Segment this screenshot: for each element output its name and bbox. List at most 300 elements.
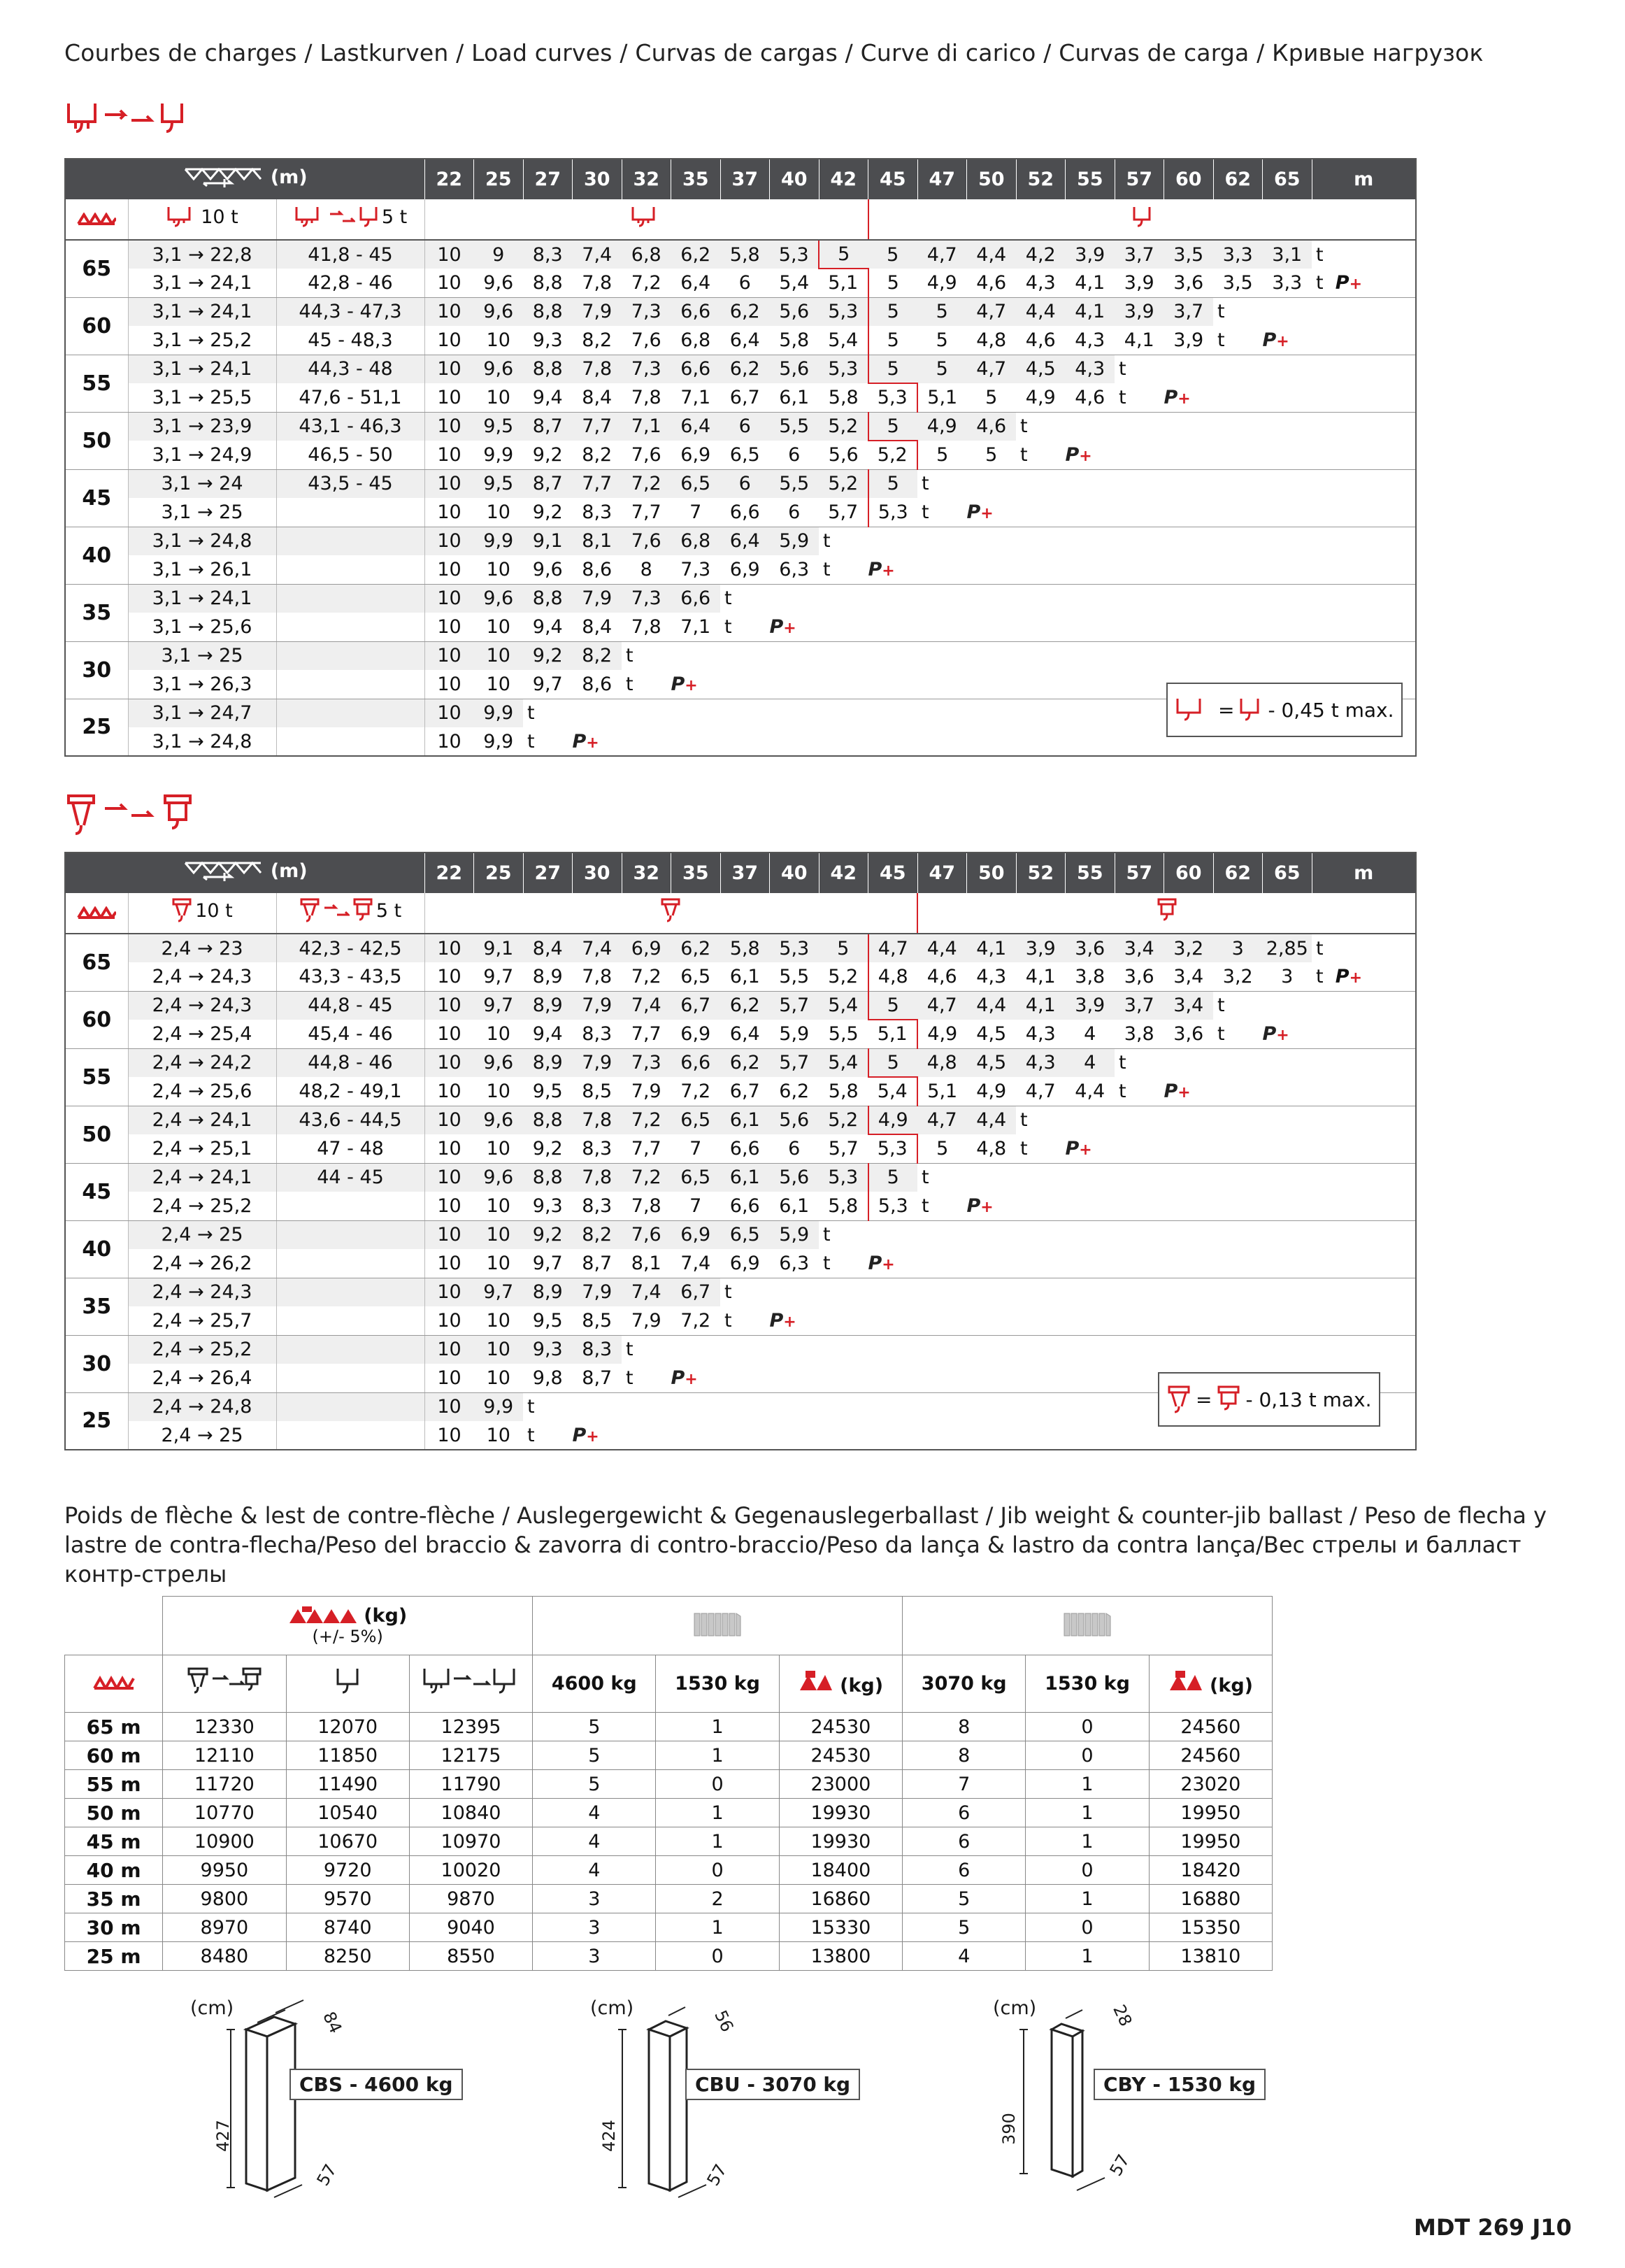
weight-value: 7	[903, 1770, 1026, 1799]
load-value: 7,8	[573, 1163, 622, 1192]
unit-t: t	[523, 727, 573, 756]
weight-row	[65, 1713, 1273, 1741]
load-value: 4,3	[1016, 1020, 1066, 1048]
load-value: 5,5	[770, 469, 819, 498]
load-value: 4,8	[917, 1048, 967, 1077]
load-value: 5	[868, 326, 918, 355]
weight-value: 13800	[779, 1942, 902, 1971]
unit-t: t	[720, 1306, 770, 1335]
radius-range: 3,1 → 24	[128, 469, 276, 498]
load-value: 7,9	[573, 584, 622, 613]
load-value: 4,9	[868, 1106, 918, 1134]
load-row	[65, 1192, 1416, 1220]
load-value: 3,9	[1115, 297, 1164, 326]
load-value: 9,2	[523, 641, 573, 670]
load-value: 4,4	[967, 991, 1017, 1020]
jib-length: 50	[65, 1106, 128, 1163]
unit-t: t	[724, 587, 732, 610]
page-title: Courbes de charges / Lastkurven / Load curves / Curvas de cargas / Curve di carico / Curvas de carga / Кривые нагрузок	[64, 39, 1484, 66]
load-row	[65, 613, 1416, 641]
load-value: 5	[868, 469, 918, 498]
weight-value: 0	[656, 1770, 779, 1799]
load-value: 8,7	[523, 469, 573, 498]
unit-t: t	[1316, 271, 1324, 294]
weight-value: 10840	[409, 1799, 532, 1827]
p-plus-label: P	[671, 673, 685, 695]
load-value: 5	[917, 297, 967, 326]
load-value: 3,9	[1016, 934, 1066, 962]
load-value: 10	[424, 641, 474, 670]
load-value: 6,4	[720, 1020, 770, 1048]
trolley-single-icon	[1157, 897, 1177, 924]
load-value: 7,3	[622, 355, 671, 383]
radius-range-5t	[276, 527, 424, 555]
radius-col-32: 32	[622, 853, 671, 893]
p-plus-mark: P+	[1164, 383, 1214, 412]
load-value: 7,7	[622, 498, 671, 527]
jib-icon	[77, 213, 116, 225]
load-value: 3,2	[1213, 962, 1263, 991]
load-value: 6,5	[720, 1220, 770, 1249]
load-value: 10	[474, 641, 524, 670]
jib-weight-unit: (kg)	[364, 1605, 408, 1627]
load-value: 6,5	[720, 441, 770, 469]
load-value: 4,3	[1066, 326, 1115, 355]
single-hook-header	[286, 1655, 409, 1713]
load-value: 7,2	[671, 1306, 721, 1335]
weight-value: 5	[533, 1713, 656, 1741]
load-value: 3,3	[1213, 240, 1263, 269]
load-value: 8,4	[573, 613, 622, 641]
p-plus-mark: P+	[1263, 1020, 1312, 1048]
unit-col: m	[1312, 159, 1416, 199]
weight-value: 8250	[286, 1942, 409, 1971]
load-value: 5,7	[770, 1048, 819, 1077]
load-value: 8,3	[523, 240, 573, 269]
load-row	[65, 1077, 1416, 1106]
double-hook-reeving-header	[409, 1655, 532, 1713]
load-value: 8,2	[573, 441, 622, 469]
weight-value: 18420	[1149, 1856, 1272, 1885]
unit-t: t	[1316, 965, 1324, 987]
load-value: 4,9	[917, 269, 967, 297]
weight-value: 10670	[286, 1827, 409, 1856]
load-value: 6,6	[671, 584, 721, 613]
total-b-header	[1149, 1655, 1272, 1713]
unit-t: t	[1016, 441, 1066, 469]
radius-range: 2,4 → 25	[128, 1220, 276, 1249]
trolley-hook-icon	[660, 897, 681, 924]
radius-col-40: 40	[770, 159, 819, 199]
radius-header	[65, 159, 424, 199]
unit-t: t	[823, 1224, 831, 1246]
jib-length-header	[65, 1655, 163, 1713]
load-value: 10	[474, 1077, 524, 1106]
p-plus-label: P	[868, 1252, 882, 1274]
load-value: 5,3	[819, 355, 868, 383]
unit-t: t	[922, 473, 929, 495]
load-value: 7,7	[573, 469, 622, 498]
load-value: 9,8	[523, 1364, 573, 1392]
weight-value: 10970	[409, 1827, 532, 1856]
load-value: 9,7	[474, 1278, 524, 1306]
load-value: 10	[474, 1306, 524, 1335]
load-value: 5,3	[770, 240, 819, 269]
load-row	[65, 326, 1416, 355]
p-plus-mark: P+	[671, 670, 721, 699]
weight-row	[65, 1741, 1273, 1770]
weight-value: 12175	[409, 1741, 532, 1770]
load-value: 10	[474, 1020, 524, 1048]
radius-col-22: 22	[424, 159, 474, 199]
load-value: 3,9	[1066, 240, 1115, 269]
single-hook-icon	[1131, 205, 1152, 229]
jib-length: 40 m	[65, 1856, 163, 1885]
radius-col-42: 42	[819, 853, 868, 893]
p-plus-mark: P+	[967, 498, 1017, 527]
load-value: 7,8	[573, 962, 622, 991]
load-value: 6,3	[770, 555, 819, 584]
load-value: 4,7	[967, 297, 1017, 326]
load-value: 7,3	[671, 555, 721, 584]
load-value: 10	[424, 613, 474, 641]
jib-length: 65	[65, 934, 128, 991]
load-value: 4,7	[1016, 1077, 1066, 1106]
load-value: 7,9	[573, 1278, 622, 1306]
load-value: 8,8	[523, 297, 573, 326]
load-value: 10	[474, 555, 524, 584]
load-value: 7,4	[573, 240, 622, 269]
load-value: 6,8	[622, 240, 671, 269]
load-value: 4,3	[967, 962, 1017, 991]
load-value: 7,2	[622, 469, 671, 498]
capacity-5t-label: 5 t	[381, 206, 408, 228]
load-row	[65, 1048, 1416, 1077]
radius-range: 2,4 → 26,4	[128, 1364, 276, 1392]
load-value: 8,9	[523, 962, 573, 991]
radius-range: 3,1 → 26,3	[128, 670, 276, 699]
load-value: 9,5	[523, 1077, 573, 1106]
load-value: 10	[424, 1220, 474, 1249]
load-value: 8,5	[573, 1306, 622, 1335]
radius-range-5t	[276, 498, 424, 527]
load-value: 7,4	[622, 1278, 671, 1306]
ballast-height-2: 424	[599, 2120, 619, 2152]
load-value: 3,6	[1164, 269, 1214, 297]
capacity-10t-label: 10 t	[201, 206, 238, 228]
load-value: 3,1	[1263, 240, 1312, 269]
load-value: 9,7	[474, 991, 524, 1020]
weight-value: 19930	[779, 1799, 902, 1827]
load-row	[65, 1163, 1416, 1192]
load-value: 6,7	[720, 1077, 770, 1106]
unit-t: t	[819, 555, 868, 584]
ballast-depth-1: 57	[313, 2160, 341, 2190]
weight-value: 1	[656, 1713, 779, 1741]
load-value: 8,3	[573, 1020, 622, 1048]
radius-range-5t: 47 - 48	[276, 1134, 424, 1163]
load-value: 6,3	[770, 1249, 819, 1278]
p-plus-label: P	[769, 615, 784, 638]
p-plus-label: P	[1164, 386, 1178, 408]
weight-value: 11790	[409, 1770, 532, 1799]
load-value: 3	[1213, 934, 1263, 962]
load-value: 6,9	[622, 934, 671, 962]
load-value: 5,3	[819, 297, 868, 326]
load-value: 6,9	[720, 555, 770, 584]
load-value: 3,5	[1164, 240, 1214, 269]
load-value: 6	[720, 469, 770, 498]
weight-value: 0	[1026, 1856, 1149, 1885]
weight-value: 5	[533, 1770, 656, 1799]
load-value: 8,7	[573, 1249, 622, 1278]
arrow-icon	[329, 207, 355, 227]
weight-value: 19950	[1149, 1799, 1272, 1827]
load-value: 9,7	[523, 1249, 573, 1278]
load-value: 4,7	[917, 991, 967, 1020]
load-value: 9,2	[523, 498, 573, 527]
load-value: 7,7	[622, 1134, 671, 1163]
load-row	[65, 412, 1416, 441]
weight-value: 23020	[1149, 1770, 1272, 1799]
load-value: 4,4	[1066, 1077, 1115, 1106]
ballast-height-1: 427	[213, 2120, 233, 2152]
radius-range: 3,1 → 24,9	[128, 441, 276, 469]
p-plus-label: P	[966, 501, 981, 523]
radius-range: 2,4 → 24,3	[128, 991, 276, 1020]
load-row	[65, 383, 1416, 412]
note-box-2: = - 0,13 t max.	[1158, 1372, 1380, 1427]
load-value: 10	[424, 1421, 474, 1450]
unit-t: t	[527, 702, 535, 725]
weight-value: 11850	[286, 1741, 409, 1770]
jib-length: 40	[65, 527, 128, 584]
unit-col: m	[1312, 853, 1416, 893]
weight-value: 5	[903, 1913, 1026, 1942]
jib-length: 45	[65, 1163, 128, 1220]
load-value: 5,2	[819, 412, 868, 441]
jib-radius-icon	[182, 859, 266, 883]
radius-range-5t	[276, 555, 424, 584]
unit-t: t	[1115, 383, 1164, 412]
load-value: 5,2	[819, 1106, 868, 1134]
load-value: 10	[474, 1335, 524, 1364]
load-value: 2,85	[1263, 934, 1312, 962]
trolley-hook-icon	[1166, 1384, 1191, 1415]
unit-t: t	[724, 1281, 732, 1304]
radius-col-65: 65	[1263, 159, 1312, 199]
radius-range-5t: 43,5 - 45	[276, 469, 424, 498]
load-value: 7,8	[622, 1192, 671, 1220]
load-value: 5,9	[770, 1220, 819, 1249]
load-value: 10	[474, 670, 524, 699]
weight-value: 6	[903, 1827, 1026, 1856]
ballast-width-3: 28	[1109, 2002, 1136, 2030]
jib-length: 30	[65, 641, 128, 699]
load-value: 3,9	[1066, 991, 1115, 1020]
load-value: 6,5	[671, 962, 721, 991]
load-value: 5,8	[770, 326, 819, 355]
radius-col-65: 65	[1263, 853, 1312, 893]
load-value: 10	[424, 1077, 474, 1106]
load-value: 5	[868, 240, 918, 269]
load-value: 7,8	[573, 1106, 622, 1134]
load-value: 6,2	[720, 297, 770, 326]
load-value: 7,6	[622, 1220, 671, 1249]
radius-col-37: 37	[720, 159, 770, 199]
jib-length: 25	[65, 1392, 128, 1450]
load-value: 4,6	[967, 412, 1017, 441]
load-value: 7	[671, 498, 721, 527]
ballast-width-2: 56	[710, 2007, 738, 2035]
load-value: 9,3	[523, 1335, 573, 1364]
load-value: 3,5	[1213, 269, 1263, 297]
jib-icon	[77, 906, 116, 919]
ballast-unit-3: (cm)	[993, 1997, 1037, 2019]
jib-length: 45 m	[65, 1827, 163, 1856]
load-value: 7,3	[622, 1048, 671, 1077]
load-value: 6,1	[720, 962, 770, 991]
jib-length: 55	[65, 355, 128, 412]
load-value: 3,6	[1164, 1020, 1214, 1048]
load-value: 4,1	[1016, 991, 1066, 1020]
radius-range-5t: 43,1 - 46,3	[276, 412, 424, 441]
load-row	[65, 297, 1416, 326]
weight-value: 15330	[779, 1913, 902, 1942]
load-value: 10	[424, 269, 474, 297]
load-value: 10	[474, 1421, 524, 1450]
unit-t: t	[1217, 301, 1225, 323]
note-text-1: - 0,45 t max.	[1268, 698, 1394, 722]
load-row	[65, 269, 1416, 297]
load-value: 6,2	[671, 934, 721, 962]
load-row	[65, 441, 1416, 469]
load-value: 10	[424, 1134, 474, 1163]
load-value: 10	[424, 699, 474, 727]
left-reeving-zone	[424, 199, 868, 240]
radius-col-25: 25	[474, 853, 524, 893]
load-value: 6,2	[720, 355, 770, 383]
load-value: 5	[967, 383, 1017, 412]
load-value: 7,8	[622, 613, 671, 641]
weight-value: 8740	[286, 1913, 409, 1942]
load-value: 10	[424, 498, 474, 527]
load-value: 4,4	[1016, 297, 1066, 326]
radius-range-5t: 42,8 - 46	[276, 269, 424, 297]
load-value: 3,4	[1164, 962, 1214, 991]
radius-range-5t: 43,6 - 44,5	[276, 1106, 424, 1134]
radius-range: 2,4 → 26,2	[128, 1249, 276, 1278]
weight-value: 12395	[409, 1713, 532, 1741]
load-value: 5,5	[770, 412, 819, 441]
load-value: 9,9	[474, 727, 524, 756]
load-value: 6,9	[720, 1249, 770, 1278]
load-value: 7,2	[622, 1163, 671, 1192]
load-value: 5,2	[819, 962, 868, 991]
load-value: 4,7	[917, 240, 967, 269]
load-value: 4,1	[1016, 962, 1066, 991]
load-value: 5,7	[770, 991, 819, 1020]
jib-weight-tolerance: (+/- 5%)	[312, 1627, 383, 1646]
radius-range-5t	[276, 727, 424, 756]
unit-t: t	[1316, 937, 1324, 960]
load-value: 4,4	[917, 934, 967, 962]
ballast-blocks-icon	[693, 1609, 742, 1637]
load-value: 6	[770, 1134, 819, 1163]
load-value: 6,6	[671, 297, 721, 326]
radius-range-5t	[276, 1335, 424, 1364]
weight-value: 8	[903, 1741, 1026, 1770]
radius-range: 2,4 → 25,1	[128, 1134, 276, 1163]
ballast-depth-2: 57	[703, 2160, 731, 2190]
load-value: 9,2	[523, 441, 573, 469]
p-plus-mark: P+	[770, 1306, 819, 1335]
load-value: 10	[424, 1106, 474, 1134]
jib-length: 25 m	[65, 1942, 163, 1971]
weight-value: 0	[1026, 1713, 1149, 1741]
weight-value: 1	[1026, 1827, 1149, 1856]
radius-range: 3,1 → 24,1	[128, 269, 276, 297]
load-value: 10	[424, 1163, 474, 1192]
load-value: 3	[1263, 962, 1312, 991]
load-row	[65, 469, 1416, 498]
total-a-header	[779, 1655, 902, 1713]
weight-value: 0	[1026, 1913, 1149, 1942]
load-value: 4,8	[967, 326, 1017, 355]
load-value: 5,3	[868, 1192, 918, 1220]
load-value: 10	[474, 1134, 524, 1163]
radius-col-47: 47	[917, 853, 967, 893]
radius-range-5t: 44 - 45	[276, 1163, 424, 1192]
load-value: 3,7	[1164, 297, 1214, 326]
load-value: 6	[720, 269, 770, 297]
jib-length: 55 m	[65, 1770, 163, 1799]
load-value: 5,5	[770, 962, 819, 991]
weight-value: 4	[533, 1799, 656, 1827]
load-value: 4,3	[1066, 355, 1115, 383]
jib-length: 45	[65, 469, 128, 527]
load-value: 8,8	[523, 1106, 573, 1134]
weight-row	[65, 1827, 1273, 1856]
radius-col-62: 62	[1213, 853, 1263, 893]
load-value: 7,9	[573, 1048, 622, 1077]
load-value: 5,3	[819, 1163, 868, 1192]
weight-value: 11720	[163, 1770, 286, 1799]
radius-col-57: 57	[1115, 853, 1164, 893]
load-value: 9,6	[474, 584, 524, 613]
radius-col-30: 30	[573, 853, 622, 893]
load-value: 4,8	[967, 1134, 1017, 1163]
load-value: 10	[424, 584, 474, 613]
load-value: 3,8	[1115, 1020, 1164, 1048]
section2-reeving-icon	[64, 793, 197, 835]
load-value: 8,1	[622, 1249, 671, 1278]
load-value: 8,6	[573, 555, 622, 584]
load-value: 5	[819, 934, 868, 962]
radius-range-5t: 45 - 48,3	[276, 326, 424, 355]
total-b-unit: (kg)	[1210, 1675, 1254, 1697]
ballast-label-2: CBU - 3070 kg	[685, 2069, 860, 2100]
load-value: 6,6	[720, 498, 770, 527]
trolley-single-icon	[1216, 1384, 1241, 1415]
load-value: 6,6	[720, 1134, 770, 1163]
weight-value: 10770	[163, 1799, 286, 1827]
radius-range-5t: 48,2 - 49,1	[276, 1077, 424, 1106]
jib-length: 55	[65, 1048, 128, 1106]
ballast-unit-1: (cm)	[190, 1997, 234, 2019]
weight-value: 6	[903, 1799, 1026, 1827]
load-value: 4,6	[1016, 326, 1066, 355]
